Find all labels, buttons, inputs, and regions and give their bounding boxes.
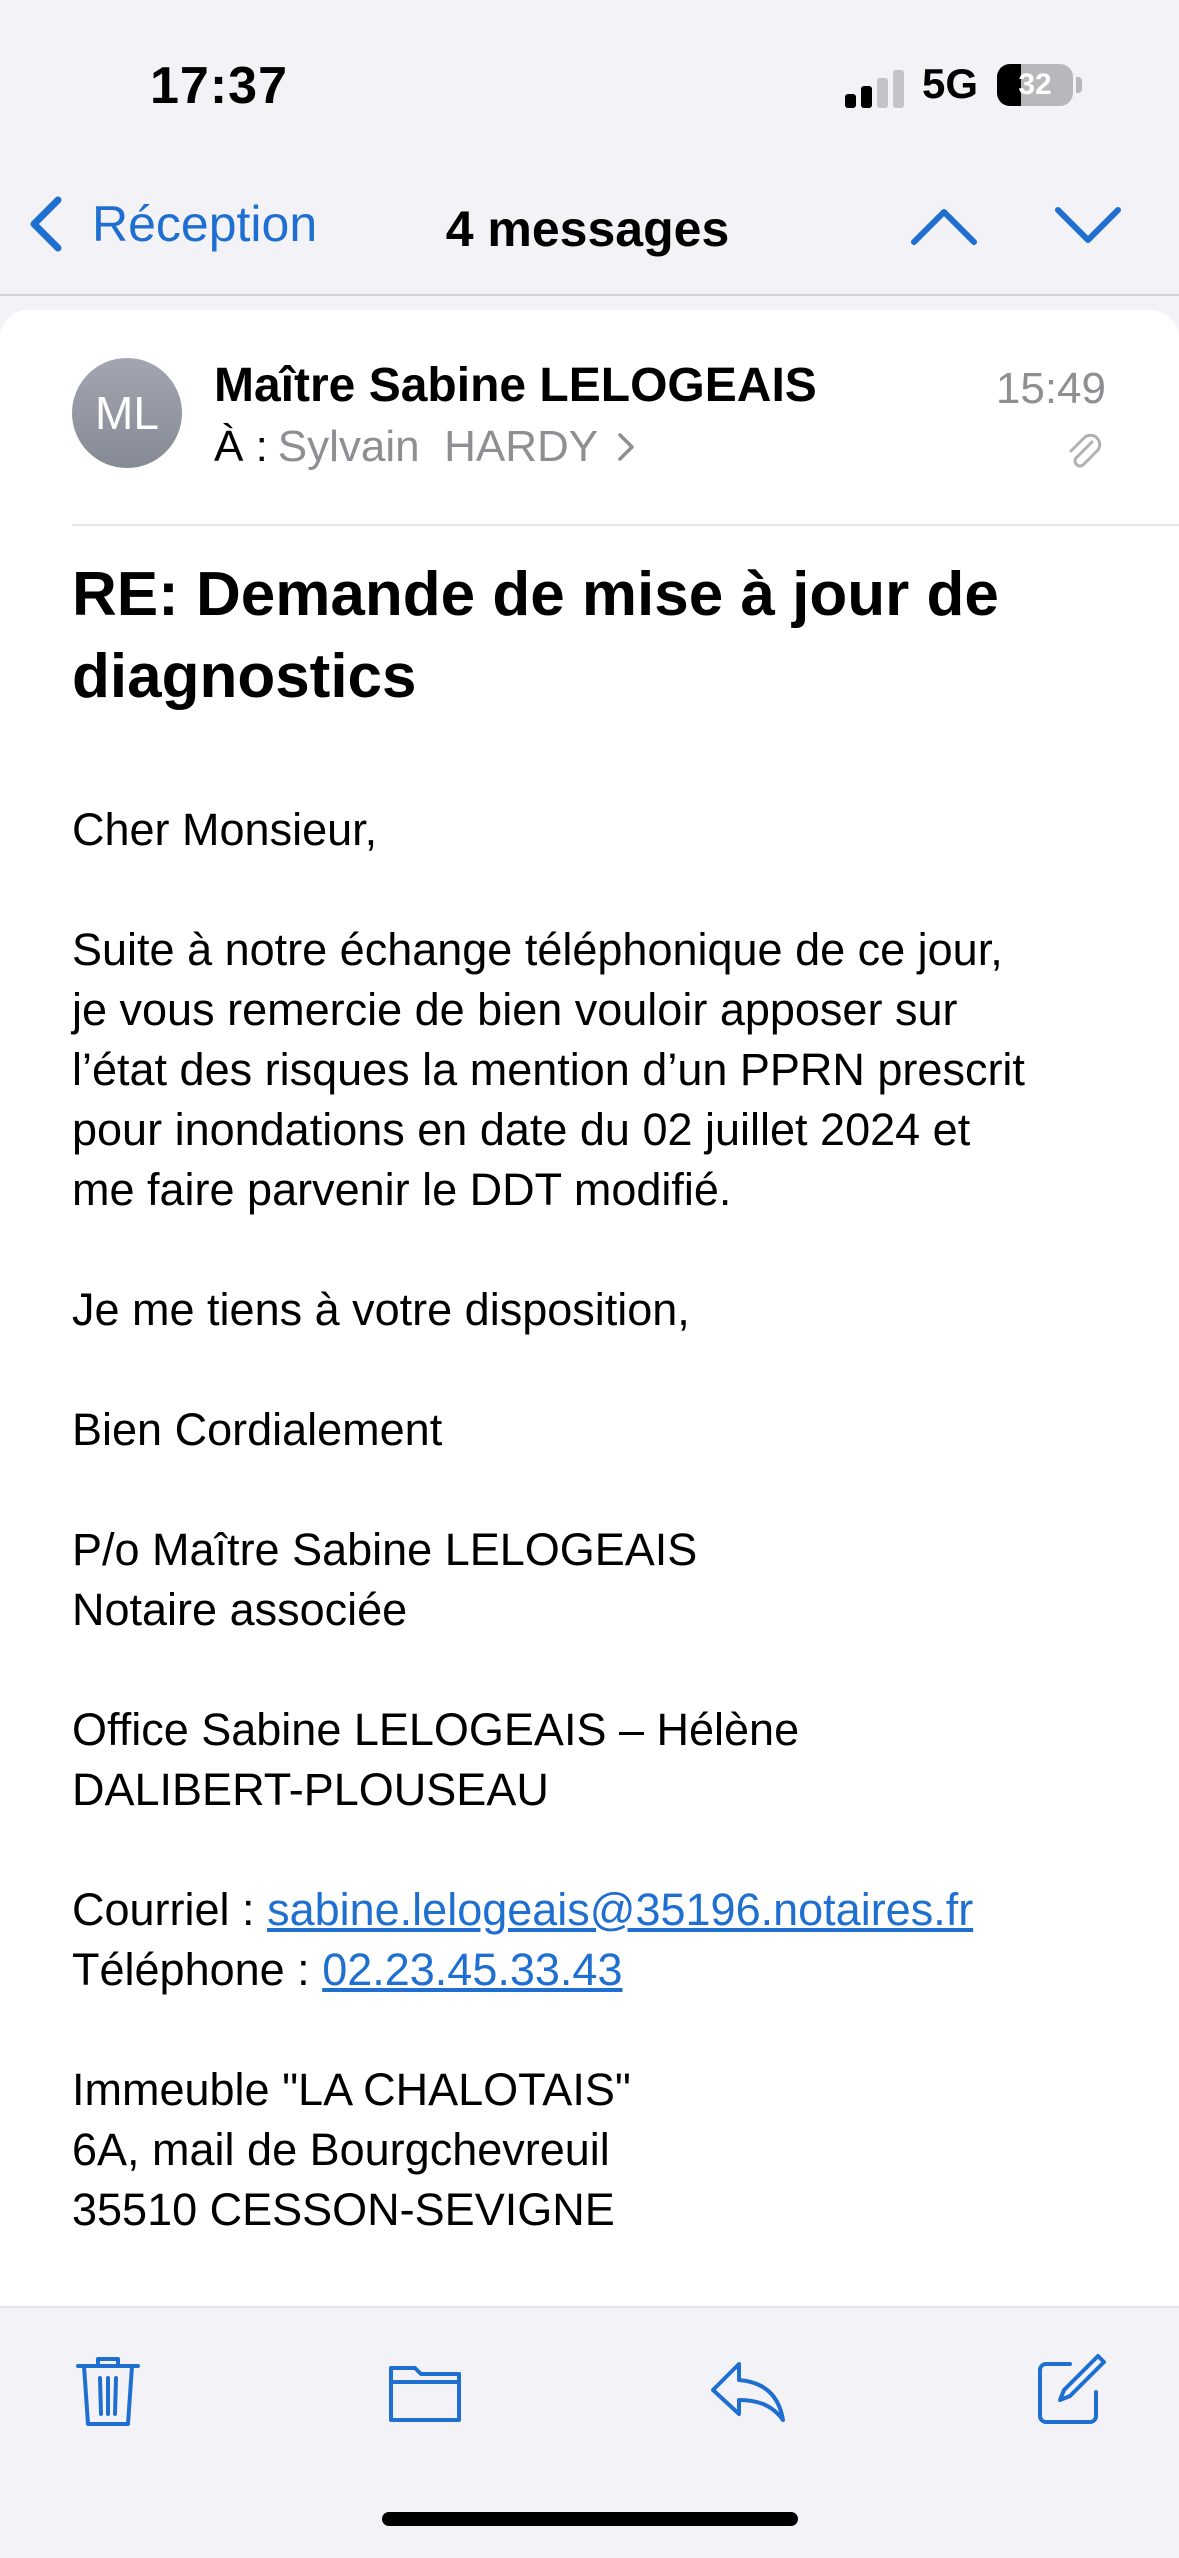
body-line: Suite à notre échange téléphonique de ce jour, [72,924,1003,975]
battery-tip [1076,77,1082,93]
avatar[interactable]: ML [72,358,182,468]
signature-title: Notaire associée [72,1584,408,1635]
message-count-title [0,200,1179,258]
network-type: 5G [922,60,979,107]
signature [72,1520,1132,1640]
status-time: 17:37 [150,57,288,115]
previous-message-button[interactable] [908,196,980,256]
header-divider [72,524,1179,526]
battery-percent: 32 [1018,68,1052,101]
signature-name: P/o Maître Sabine LELOGEAIS [72,1524,698,1575]
message-subject: RE: Demande de mise à jour de diagnostics [72,560,999,711]
phone-link[interactable]: 02.23.45.33.43 [322,1944,623,1995]
body-line: me faire parvenir le DDT modifié. [72,1164,732,1215]
body-line: l’état des risques la mention d’un PPRN prescrit [72,1044,1025,1095]
message-body [72,800,1132,2300]
recipient-row[interactable] [214,422,638,472]
nav-bar [0,160,1179,296]
attachment-icon [1064,428,1104,476]
address-line: 6A, mail de Bourgchevreuil [72,2124,610,2175]
status-bar [0,0,1179,160]
nav-title-text: 4 messages [445,201,730,257]
trash-icon[interactable] [68,2350,148,2430]
body-line: je vous remercie de bien vouloir apposer sur [72,984,958,1035]
recipient-name: Sylvain HARDY [277,422,599,471]
home-indicator[interactable] [382,2512,798,2526]
body-paragraph-1 [72,920,1132,1220]
address [72,2060,1132,2240]
office-line: DALIBERT-PLOUSEAU [72,1764,549,1815]
compose-icon[interactable] [1030,2350,1110,2430]
office-name [72,1700,1132,1820]
email-label: Courriel : [72,1884,268,1935]
folder-icon[interactable] [385,2350,465,2430]
body-line: pour inondations en date du 02 juillet 2024 et [72,1104,971,1155]
email-link[interactable]: sabine.lelogeais@35196.notaires.fr [267,1884,974,1935]
sender-name[interactable]: Maître Sabine LELOGEAIS [214,359,817,412]
chevron-right-icon [616,429,638,465]
to-label: À : [214,422,268,471]
office-line: Office Sabine LELOGEAIS – Hélène [72,1704,800,1755]
greeting: Cher Monsieur, [72,804,378,855]
back-label: Réception [92,196,318,252]
closing: Bien Cordialement [72,1404,443,1455]
next-message-button[interactable] [1052,196,1124,256]
message-time: 15:49 [995,364,1106,413]
address-line: Immeuble "LA CHALOTAIS" [72,2064,631,2115]
phone-label: Téléphone : [72,1944,323,1995]
address-line: 35510 CESSON-SEVIGNE [72,2184,615,2235]
cellular-signal-icon [845,68,905,108]
contact-info [72,1880,1132,2000]
battery-icon [997,64,1073,106]
message-card [0,310,1179,2310]
reply-icon[interactable] [707,2350,787,2430]
body-paragraph-2: Je me tiens à votre disposition, [72,1284,690,1335]
